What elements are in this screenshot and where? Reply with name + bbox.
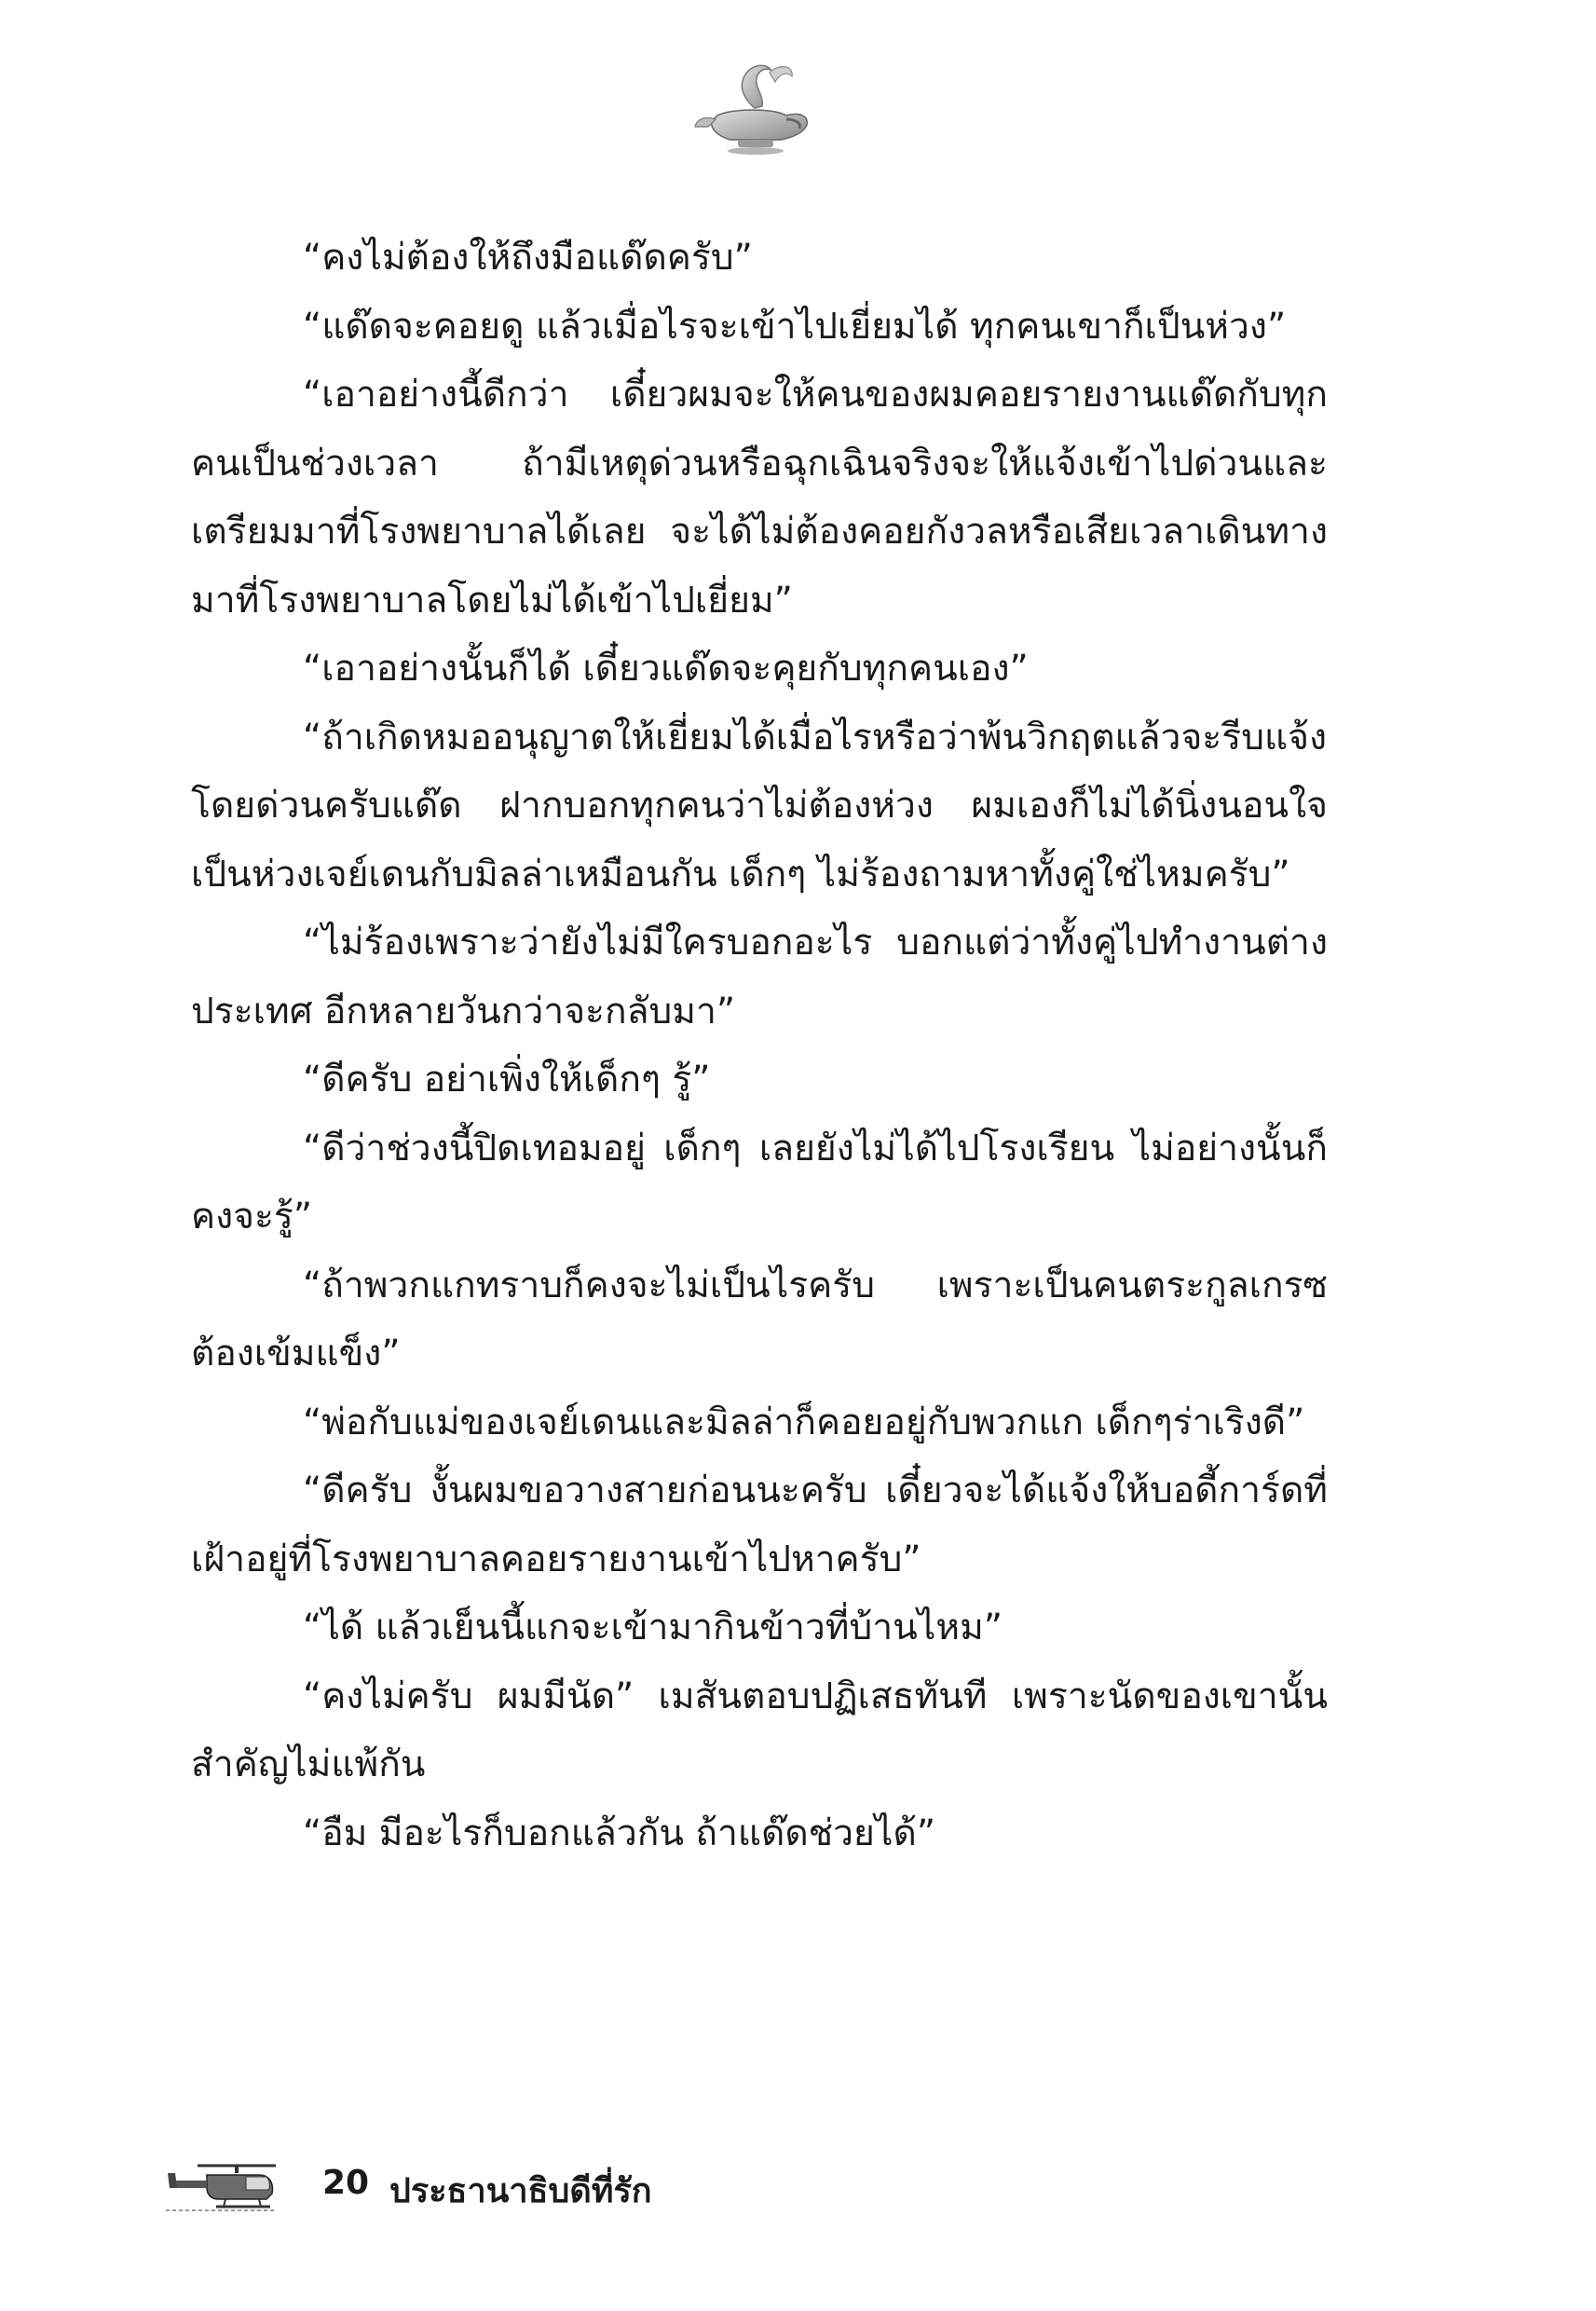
paragraph: “ไม่ร้องเพราะว่ายังไม่มีใครบอกอะไร บอกแต่ว่าทั้งคู่ไปทำงานต่างประเทศ อีกหลายวันกว่าจะกลับมา” [191, 922, 1328, 1032]
paragraph: “เอาอย่างนั้นก็ได้ เดี๋ยวแด๊ดจะคุยกับทุกคนเอง” [303, 648, 1029, 690]
paragraph: “อืม มีอะไรก็บอกแล้วกัน ถ้าแด๊ดช่วยได้” [303, 1812, 936, 1854]
paragraph: “ดีว่าช่วงนี้ปิดเทอมอยู่ เด็กๆ เลยยังไม่ได้ไปโรงเรียน ไม่อย่างนั้นก็คงจะรู้” [191, 1127, 1328, 1238]
page-footer [166, 2160, 818, 2216]
story-text [191, 224, 1328, 1867]
paragraph: “พ่อกับแม่ของเจย์เดนและมิลล่าก็คอยอยู่กับพวกแก เด็กๆร่าเริงดี” [303, 1401, 1305, 1443]
paragraph: “ดีครับ งั้นผมขอวางสายก่อนนะครับ เดี๋ยวจะได้แจ้งให้บอดี้การ์ดที่เฝ้าอยู่ที่โรงพยาบาลคอยรายงานเข้าไปหาครับ” [191, 1470, 1328, 1580]
page-number: 20 [322, 2164, 370, 2202]
paragraph: “ถ้าเกิดหมออนุญาตให้เยี่ยมได้เมื่อไรหรือว่าพ้นวิกฤตแล้วจะรีบแจ้งโดยด่วนครับแด๊ด ฝากบอกทุกคนว่าไม่ต้องห่วง ผมเองก็ไม่ได้นิ่งนอนใจ เป็นห่วงเจย์เดนกับมิลล่าเหมือนกัน เด็กๆ ไม่ร้องถามหาทั้งคู่ใช่ไหมครับ” [191, 716, 1328, 896]
paragraph: “คงไม่ครับ ผมมีนัด” เมสันตอบปฏิเสธทันที เพราะนัดของเขานั้นสำคัญไม่แพ้กัน [191, 1675, 1328, 1785]
paragraph: “เอาอย่างนี้ดีกว่า เดี๋ยวผมจะให้คนของผมคอยรายงานแด๊ดกับทุกคนเป็นช่วงเวลา ถ้ามีเหตุด่วนหรือฉุกเฉินจริงจะให้แจ้งเข้าไปด่วนและเตรียมมาที่โรงพยาบาลได้เลย จะได้ไม่ต้องคอยกังวลหรือเสียเวลาเดินทางมาที่โรงพยาบาลโดยไม่ได้เข้าไปเยี่ยม” [191, 374, 1328, 622]
paragraph: “ถ้าพวกแกทราบก็คงจะไม่เป็นไรครับ เพราะเป็นคนตระกูลเกรซต้องเข้มแข็ง” [191, 1264, 1328, 1374]
helicopter-icon [166, 2160, 278, 2214]
book-title: ประธานาธิบดีที่รัก [389, 2172, 652, 2210]
paragraph: “ดีครับ อย่าเพิ่งให้เด็กๆ รู้” [303, 1059, 711, 1101]
paragraph: “คงไม่ต้องให้ถึงมือแด๊ดครับ” [303, 237, 753, 279]
paragraph: “แด๊ดจะคอยดู แล้วเมื่อไรจะเข้าไปเยี่ยมได้ ทุกคนเขาก็เป็นห่วง” [303, 305, 1287, 348]
paragraph: “ได้ แล้วเย็นนี้แกจะเข้ามากินข้าวที่บ้านไหม” [303, 1607, 1003, 1648]
lamp-genie-icon [689, 54, 820, 157]
